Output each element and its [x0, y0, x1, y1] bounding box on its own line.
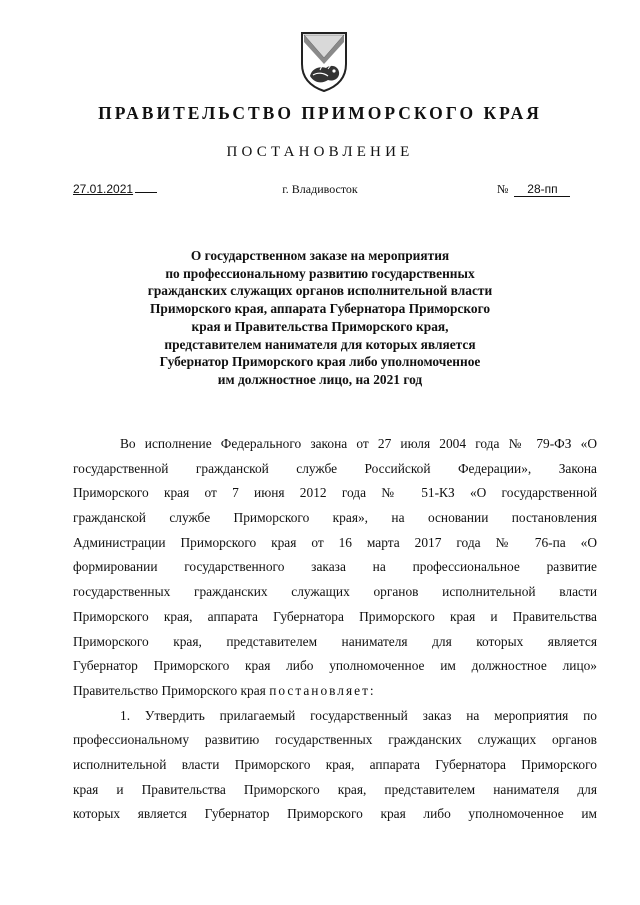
item-line: 1. Утвердить прилагаемый государственный заказ на мероприятия по: [120, 707, 597, 723]
number-label: №: [497, 182, 509, 196]
preamble-line: Приморского края, аппарата Губернатора Приморского края и Правительства: [73, 608, 597, 624]
coat-of-arms-icon: [298, 30, 350, 92]
preamble-line: государственных гражданских служащих органов исполнительной власти: [73, 584, 597, 600]
preamble-line: Губернатор Приморского края либо уполномоченное им должностное лицо»: [73, 658, 597, 674]
preamble-line: Администрации Приморского края от 16 марта 2017 года № 76-па «О: [73, 534, 597, 550]
number-value: 28-пп: [514, 182, 570, 197]
subject-line: О государственном заказе на мероприятия: [190, 248, 450, 263]
item-line: исполнительной власти Приморского края, аппарата Губернатора Приморского: [73, 756, 597, 772]
item-line: профессиональному развитию государственных гражданских служащих органов: [73, 732, 597, 748]
resolution-prefix: Правительство Приморского края: [73, 682, 266, 698]
preamble-line: Приморского края от 7 июня 2012 года № 51-КЗ «О государственной: [73, 485, 597, 501]
government-title: ПРАВИТЕЛЬСТВО ПРИМОРСКОГО КРАЯ: [98, 103, 542, 123]
document-body: [73, 432, 597, 827]
subject-line: Губернатор Приморского края либо уполномоченное: [159, 354, 481, 370]
preamble-line: формировании государственного заказа на профессиональное развитие: [73, 559, 597, 575]
preamble-line: Во исполнение Федерального закона от 27 июля 2004 года № 79-ФЗ «О: [120, 436, 597, 451]
preamble-line: государственной гражданской службе Российской Федерации», Закона: [73, 460, 597, 476]
resolution-verb: постановляет:: [269, 682, 376, 698]
document-subject: [100, 247, 540, 389]
resolution-line: [73, 679, 597, 704]
date-value: 27.01.2021: [73, 182, 134, 196]
document-city: г. Владивосток: [282, 182, 358, 196]
item-line: края и Правительства Приморского края, представителем нанимателя для: [73, 781, 597, 797]
subject-line: представителем нанимателя для которых является: [164, 336, 476, 352]
subject-line: им должностное лицо, на 2021 год: [217, 371, 423, 387]
item-line: которых является Губернатор Приморского края либо уполномоченное им: [73, 806, 597, 822]
document-type: ПОСТАНОВЛЕНИЕ: [226, 144, 414, 160]
document-number: [497, 182, 570, 197]
subject-line: Приморского края, аппарата Губернатора Приморского: [149, 301, 491, 317]
subject-line: края и Правительства Приморского края,: [191, 318, 449, 334]
subject-line: гражданских служащих органов исполнительной власти: [147, 283, 493, 299]
preamble-line: Приморского края, представителем нанимателя для которых является: [73, 633, 597, 649]
preamble-line: гражданской службе Приморского края», на основании постановления: [73, 510, 597, 526]
subject-line: по профессиональному развитию государственных: [165, 265, 475, 281]
